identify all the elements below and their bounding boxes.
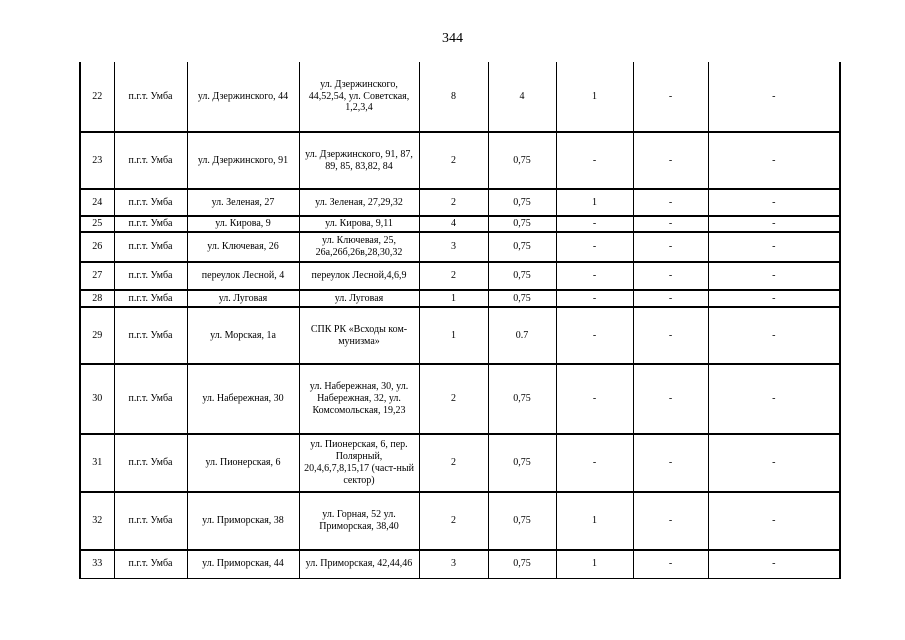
cell-address: ул. Морская, 1а [187,307,299,364]
cell-col6: 0,75 [488,492,556,550]
cell-settlement: п.г.т. Умба [114,364,187,434]
cell-settlement: п.г.т. Умба [114,290,187,307]
cell-col6: 0,75 [488,434,556,492]
cell-col8: - [633,62,708,132]
cell-col7: - [556,307,633,364]
table-row [80,550,840,578]
table-row [80,307,840,364]
cell-col5: 2 [419,434,488,492]
cell-served-addresses: ул. Приморская, 42,44,46 [299,550,419,578]
cell-col7: - [556,262,633,290]
cell-col9: - [708,364,840,434]
cell-served-addresses: ул. Луговая [299,290,419,307]
cell-col6: 0,75 [488,189,556,216]
cell-col7: 1 [556,550,633,578]
cell-served-addresses: ул. Горная, 52 ул. Приморская, 38,40 [299,492,419,550]
cell-col5: 3 [419,550,488,578]
cell-col6: 0,75 [488,216,556,232]
cell-number: 28 [80,290,114,307]
cell-number: 30 [80,364,114,434]
table-row [80,232,840,262]
cell-number: 26 [80,232,114,262]
cell-col5: 3 [419,232,488,262]
table-row [80,364,840,434]
cell-col8: - [633,364,708,434]
cell-col7: - [556,216,633,232]
cell-address: ул. Пионерская, 6 [187,434,299,492]
cell-col5: 2 [419,132,488,189]
table-row [80,62,840,132]
cell-col6: 0,75 [488,550,556,578]
cell-col8: - [633,189,708,216]
cell-address: переулок Лесной, 4 [187,262,299,290]
cell-col9: - [708,492,840,550]
cell-address: ул. Дзержинского, 91 [187,132,299,189]
cell-settlement: п.г.т. Умба [114,307,187,364]
cell-col8: - [633,307,708,364]
cell-settlement: п.г.т. Умба [114,132,187,189]
cell-address: ул. Кирова, 9 [187,216,299,232]
cell-col5: 2 [419,189,488,216]
cell-number: 23 [80,132,114,189]
cell-col8: - [633,132,708,189]
cell-col8: - [633,434,708,492]
cell-settlement: п.г.т. Умба [114,216,187,232]
cell-address: ул. Набережная, 30 [187,364,299,434]
cell-col5: 2 [419,492,488,550]
cell-served-addresses: ул. Ключевая, 25, 26а,26б,26в,28,30,32 [299,232,419,262]
cell-col8: - [633,262,708,290]
cell-number: 31 [80,434,114,492]
cell-col6: 0,75 [488,262,556,290]
cell-col6: 0.7 [488,307,556,364]
table-row [80,189,840,216]
cell-col9: - [708,132,840,189]
table-row [80,216,840,232]
cell-col6: 0,75 [488,364,556,434]
cell-settlement: п.г.т. Умба [114,434,187,492]
cell-col6: 0,75 [488,232,556,262]
cell-settlement: п.г.т. Умба [114,189,187,216]
cell-col7: - [556,434,633,492]
cell-col5: 4 [419,216,488,232]
cell-col9: - [708,434,840,492]
cell-number: 32 [80,492,114,550]
cell-col8: - [633,232,708,262]
cell-col6: 0,75 [488,290,556,307]
cell-number: 29 [80,307,114,364]
cell-col9: - [708,290,840,307]
cell-served-addresses: СПК РК «Всходы ком-мунизма» [299,307,419,364]
cell-col5: 8 [419,62,488,132]
cell-col7: - [556,232,633,262]
cell-address: ул. Луговая [187,290,299,307]
table-row [80,434,840,492]
cell-col9: - [708,62,840,132]
cell-settlement: п.г.т. Умба [114,550,187,578]
cell-col7: - [556,290,633,307]
table-row [80,262,840,290]
table-row [80,132,840,189]
cell-served-addresses: переулок Лесной,4,6,9 [299,262,419,290]
cell-col6: 0,75 [488,132,556,189]
cell-col8: - [633,492,708,550]
cell-col9: - [708,307,840,364]
cell-number: 33 [80,550,114,578]
cell-col7: 1 [556,189,633,216]
cell-settlement: п.г.т. Умба [114,262,187,290]
cell-served-addresses: ул. Дзержинского, 91, 87, 89, 85, 83,82, 84 [299,132,419,189]
cell-served-addresses: ул. Кирова, 9,11 [299,216,419,232]
cell-address: ул. Зеленая, 27 [187,189,299,216]
cell-col7: - [556,364,633,434]
cell-col9: - [708,262,840,290]
cell-address: ул. Ключевая, 26 [187,232,299,262]
table-row [80,290,840,307]
cell-col5: 1 [419,290,488,307]
cell-col5: 2 [419,364,488,434]
cell-col9: - [708,550,840,578]
cell-served-addresses: ул. Дзержинского, 44,52,54, ул. Советская, 1,2,3,4 [299,62,419,132]
cell-address: ул. Приморская, 44 [187,550,299,578]
page-number: 344 [442,31,463,46]
cell-col7: - [556,132,633,189]
cell-col8: - [633,550,708,578]
cell-settlement: п.г.т. Умба [114,492,187,550]
registry-table [79,62,841,579]
cell-settlement: п.г.т. Умба [114,62,187,132]
cell-col8: - [633,216,708,232]
cell-served-addresses: ул. Зеленая, 27,29,32 [299,189,419,216]
cell-number: 25 [80,216,114,232]
cell-number: 27 [80,262,114,290]
table-row [80,492,840,550]
cell-col7: 1 [556,62,633,132]
cell-col9: - [708,216,840,232]
cell-number: 24 [80,189,114,216]
cell-served-addresses: ул. Набережная, 30, ул. Набережная, 32, ул. Комсомольская, 19,23 [299,364,419,434]
cell-address: ул. Дзержинского, 44 [187,62,299,132]
cell-settlement: п.г.т. Умба [114,232,187,262]
cell-served-addresses: ул. Пионерская, 6, пер. Полярный, 20,4,6,7,8,15,17 (част-ный сектор) [299,434,419,492]
cell-col9: - [708,189,840,216]
cell-col5: 1 [419,307,488,364]
cell-number: 22 [80,62,114,132]
cell-address: ул. Приморская, 38 [187,492,299,550]
cell-col9: - [708,232,840,262]
cell-col6: 4 [488,62,556,132]
cell-col8: - [633,290,708,307]
cell-col5: 2 [419,262,488,290]
cell-col7: 1 [556,492,633,550]
